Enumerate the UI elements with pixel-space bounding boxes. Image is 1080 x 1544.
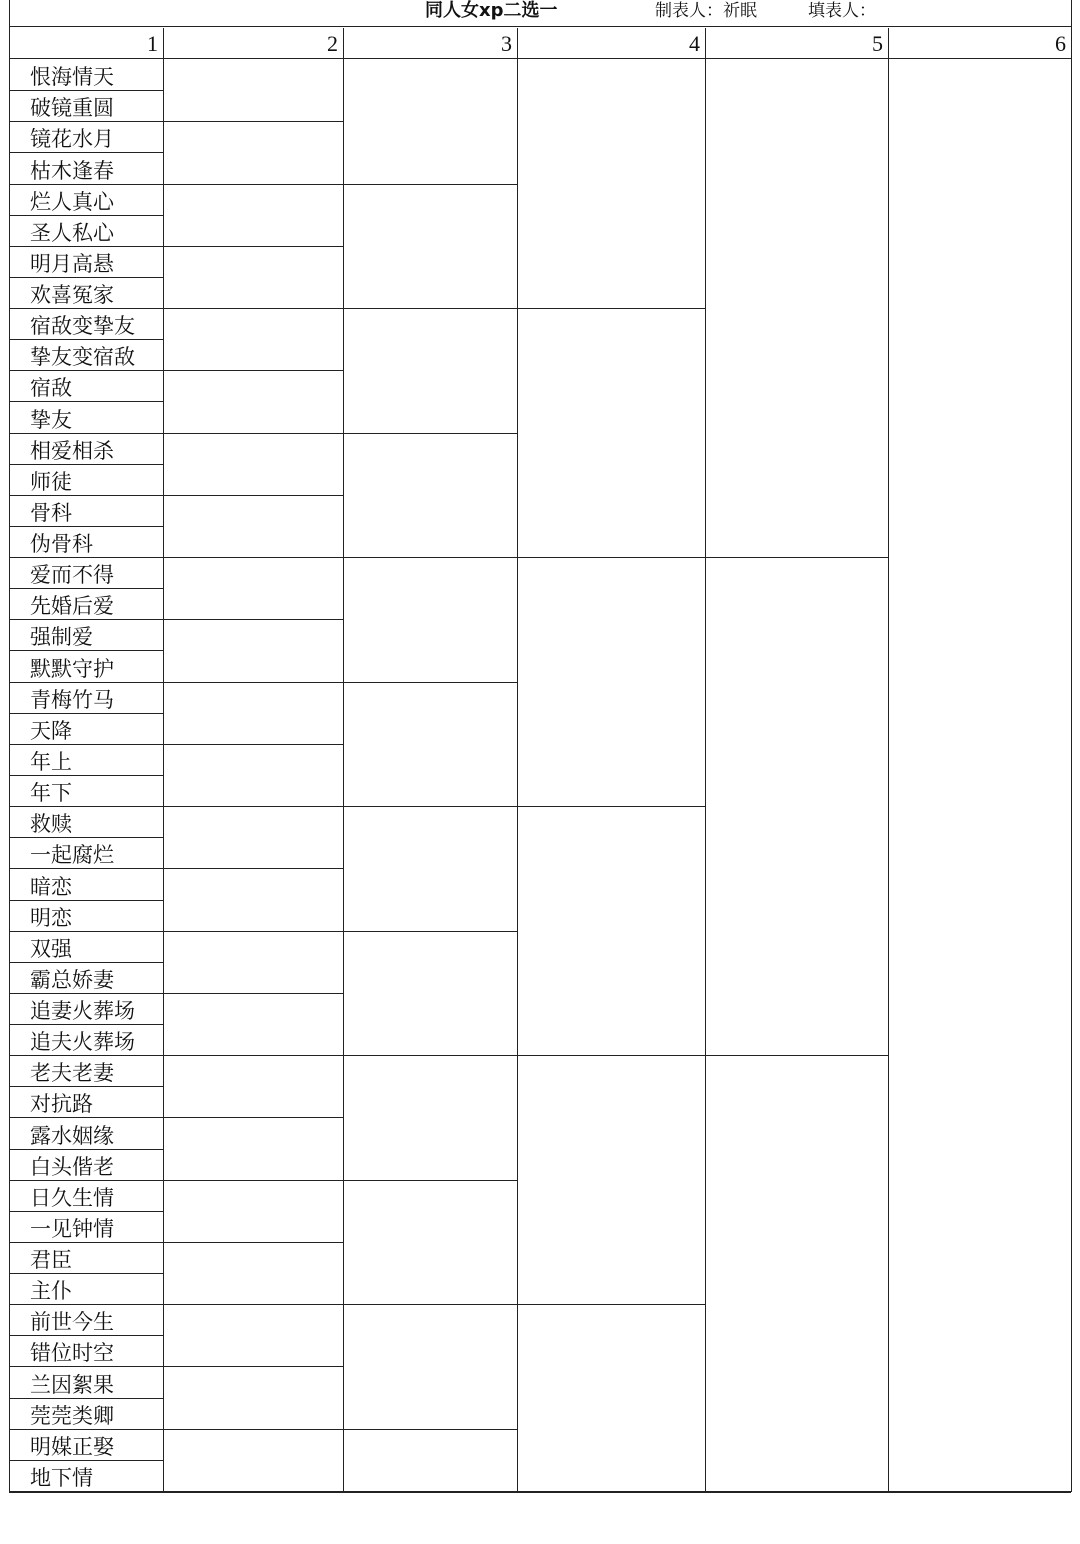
item-row <box>9 620 163 651</box>
item-row <box>9 807 163 838</box>
column-number-3: 3 <box>501 31 512 56</box>
item-row <box>9 838 163 869</box>
item-row <box>9 1305 163 1336</box>
item-label: 兰因絮果 <box>30 1372 114 1397</box>
maker-credit: 制表人：祈眠 <box>655 1 757 21</box>
item-label: 地下情 <box>30 1465 93 1490</box>
round-2-slot[interactable] <box>163 1181 343 1243</box>
round-3-slot[interactable] <box>343 1181 517 1306</box>
item-label: 相爱相杀 <box>30 438 114 463</box>
item-label: 日久生情 <box>30 1185 114 1210</box>
item-row <box>9 1087 163 1118</box>
item-row <box>9 1181 163 1212</box>
item-label: 追夫火葬场 <box>30 1030 135 1055</box>
item-label: 骨科 <box>30 500 72 525</box>
item-label: 暗恋 <box>30 874 72 899</box>
column-divider <box>517 28 518 1492</box>
round-3-slot[interactable] <box>343 1056 517 1181</box>
round-2-slot[interactable] <box>163 371 343 433</box>
item-label: 烂人真心 <box>30 189 114 214</box>
item-row <box>9 776 163 807</box>
item-label: 双强 <box>30 936 72 961</box>
sheet-title: 同人女xp二选一 <box>425 0 558 21</box>
round-2-slot[interactable] <box>163 620 343 682</box>
round-2-slot[interactable] <box>163 122 343 184</box>
item-row <box>9 683 163 714</box>
round-3-slot[interactable] <box>343 185 517 310</box>
column-number-5: 5 <box>872 31 883 56</box>
round-2-slot[interactable] <box>163 1367 343 1429</box>
item-label: 宿敌 <box>30 376 72 401</box>
item-row <box>9 1212 163 1243</box>
round-3-slot[interactable] <box>343 309 517 434</box>
column-number-2: 2 <box>327 31 338 56</box>
item-label: 君臣 <box>30 1248 72 1273</box>
item-row <box>9 185 163 216</box>
column-divider <box>1071 0 1072 1492</box>
item-label: 挚友 <box>30 407 72 432</box>
round-2-slot[interactable] <box>163 683 343 745</box>
item-row <box>9 994 163 1025</box>
round-2-slot[interactable] <box>163 1243 343 1305</box>
item-label: 白头偕老 <box>30 1154 114 1179</box>
item-row <box>9 309 163 340</box>
item-label: 镜花水月 <box>30 127 114 152</box>
round-3-slot[interactable] <box>343 60 517 185</box>
item-row <box>9 1399 163 1430</box>
round-2-slot[interactable] <box>163 558 343 620</box>
round-2-slot[interactable] <box>163 932 343 994</box>
round-4-slot[interactable] <box>517 60 705 309</box>
round-3-slot[interactable] <box>343 683 517 808</box>
round-4-slot[interactable] <box>517 309 705 558</box>
item-row <box>9 963 163 994</box>
round-4-slot[interactable] <box>517 807 705 1056</box>
item-label: 天降 <box>30 718 72 743</box>
item-row <box>9 278 163 309</box>
item-row <box>9 558 163 589</box>
item-row <box>9 1025 163 1056</box>
round-3-slot[interactable] <box>343 1305 517 1430</box>
item-row <box>9 1056 163 1087</box>
column-divider <box>343 28 344 1492</box>
item-row <box>9 1150 163 1181</box>
item-row <box>9 1243 163 1274</box>
column-divider <box>9 0 10 1492</box>
round-2-slot[interactable] <box>163 1430 343 1492</box>
item-row <box>9 402 163 433</box>
round-2-slot[interactable] <box>163 1118 343 1180</box>
item-row <box>9 153 163 184</box>
item-label: 年下 <box>30 781 72 806</box>
item-row <box>9 869 163 900</box>
round-2-slot[interactable] <box>163 869 343 931</box>
item-label: 宿敌变挚友 <box>30 314 135 339</box>
item-label: 挚友变宿敌 <box>30 345 135 370</box>
item-label: 追妻火葬场 <box>30 999 135 1024</box>
item-label: 圣人私心 <box>30 220 114 245</box>
item-label: 主仆 <box>30 1279 72 1304</box>
item-label: 霸总娇妻 <box>30 967 114 992</box>
item-label: 恨海情天 <box>30 65 114 90</box>
item-label: 明媒正娶 <box>30 1434 114 1459</box>
item-row <box>9 1118 163 1149</box>
round-2-slot[interactable] <box>163 247 343 309</box>
final-slot[interactable] <box>888 60 1071 1492</box>
round-5-slot[interactable] <box>705 558 888 1056</box>
round-3-slot[interactable] <box>343 932 517 1057</box>
item-row <box>9 1461 163 1492</box>
item-label: 师徒 <box>30 469 72 494</box>
item-row <box>9 434 163 465</box>
round-2-slot[interactable] <box>163 1056 343 1118</box>
item-row <box>9 371 163 402</box>
item-row <box>9 1274 163 1305</box>
header-rule <box>9 26 1071 27</box>
item-label: 一起腐烂 <box>30 843 114 868</box>
item-row <box>9 1336 163 1367</box>
item-label: 伪骨科 <box>30 532 93 557</box>
item-row <box>9 932 163 963</box>
round-2-slot[interactable] <box>163 745 343 807</box>
item-row <box>9 60 163 91</box>
round-3-slot[interactable] <box>343 434 517 559</box>
item-label: 欢喜冤家 <box>30 283 114 308</box>
item-label: 莞莞类卿 <box>30 1403 114 1428</box>
item-label: 青梅竹马 <box>30 687 114 712</box>
column-divider <box>163 28 164 1492</box>
round-5-slot[interactable] <box>705 60 888 558</box>
round-2-slot[interactable] <box>163 434 343 496</box>
round-4-slot[interactable] <box>517 558 705 807</box>
item-row <box>9 122 163 153</box>
item-label: 爱而不得 <box>30 563 114 588</box>
column-number-rule <box>9 58 1071 59</box>
item-label: 默默守护 <box>30 656 114 681</box>
item-row <box>9 465 163 496</box>
round-3-slot[interactable] <box>343 1430 517 1492</box>
item-row <box>9 91 163 122</box>
item-row <box>9 901 163 932</box>
round-2-slot[interactable] <box>163 994 343 1056</box>
table-bottom-rule <box>9 1492 1071 1493</box>
item-label: 一见钟情 <box>30 1216 114 1241</box>
round-3-slot[interactable] <box>343 807 517 932</box>
item-row <box>9 745 163 776</box>
item-label: 年上 <box>30 749 72 774</box>
round-2-slot[interactable] <box>163 185 343 247</box>
item-label: 枯木逢春 <box>30 158 114 183</box>
item-row <box>9 1430 163 1461</box>
item-label: 破镜重圆 <box>30 96 114 121</box>
round-4-slot[interactable] <box>517 1056 705 1305</box>
round-2-slot[interactable] <box>163 496 343 558</box>
item-row <box>9 247 163 278</box>
item-label: 强制爱 <box>30 625 93 650</box>
filler-field[interactable]: 填表人： <box>808 1 876 21</box>
item-label: 对抗路 <box>30 1092 93 1117</box>
item-label: 明恋 <box>30 905 72 930</box>
item-row <box>9 589 163 620</box>
item-label: 明月高悬 <box>30 251 114 276</box>
column-number-1: 1 <box>147 31 158 56</box>
round-3-slot[interactable] <box>343 558 517 683</box>
column-number-4: 4 <box>689 31 700 56</box>
round-4-slot[interactable] <box>517 1305 705 1492</box>
item-label: 先婚后爱 <box>30 594 114 619</box>
item-label: 前世今生 <box>30 1310 114 1335</box>
item-row <box>9 1367 163 1398</box>
item-label: 露水姻缘 <box>30 1123 114 1148</box>
item-row <box>9 340 163 371</box>
item-label: 错位时空 <box>30 1341 114 1366</box>
item-row <box>9 527 163 558</box>
item-row <box>9 496 163 527</box>
column-divider <box>888 28 889 1492</box>
item-label: 救赎 <box>30 812 72 837</box>
item-row <box>9 651 163 682</box>
round-2-slot[interactable] <box>163 1305 343 1367</box>
column-number-6: 6 <box>1055 31 1066 56</box>
round-2-slot[interactable] <box>163 60 343 122</box>
item-row <box>9 714 163 745</box>
round-2-slot[interactable] <box>163 309 343 371</box>
item-row <box>9 216 163 247</box>
item-label: 老夫老妻 <box>30 1061 114 1086</box>
column-divider <box>705 28 706 1492</box>
round-2-slot[interactable] <box>163 807 343 869</box>
round-5-slot[interactable] <box>705 1056 888 1492</box>
